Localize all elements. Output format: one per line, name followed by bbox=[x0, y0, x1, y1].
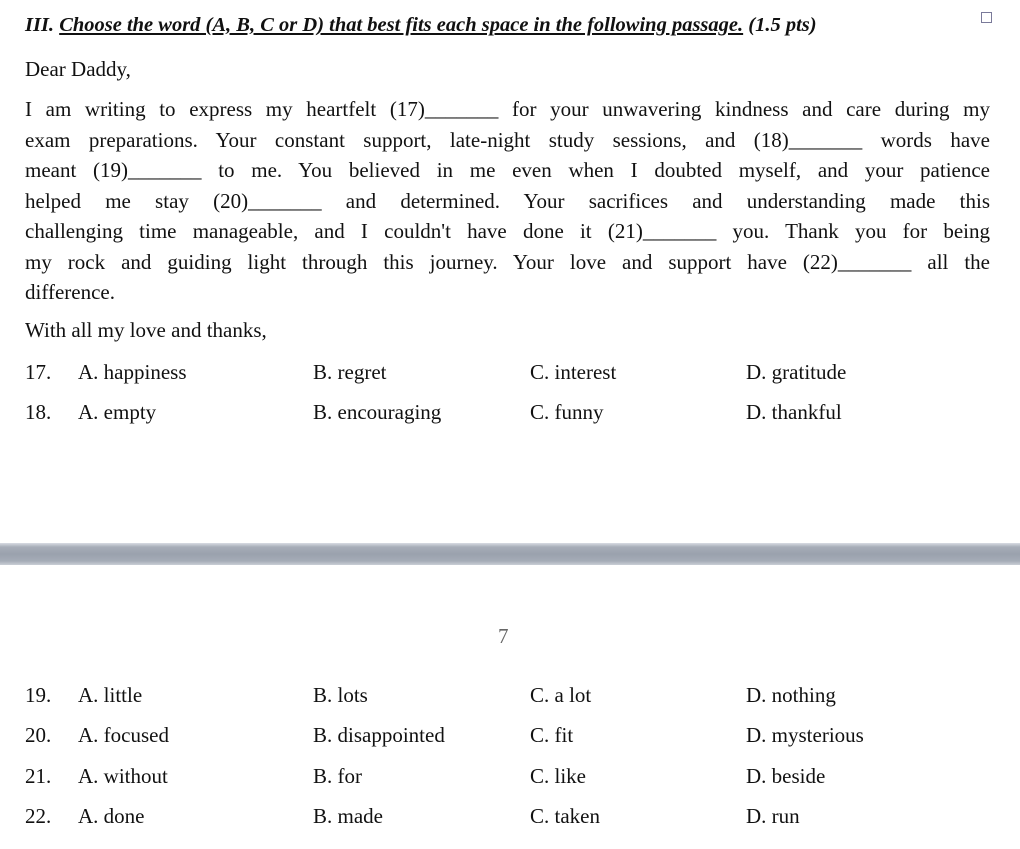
option-d: D. beside bbox=[746, 764, 826, 788]
corner-box-icon bbox=[981, 12, 992, 23]
option-b: B. made bbox=[313, 804, 383, 828]
page-number: 7 bbox=[498, 624, 509, 648]
passage-line: I am writing to express my heartfelt (17)_______ for your unwavering kindness and care during my bbox=[25, 97, 990, 121]
option-d: D. run bbox=[746, 804, 800, 828]
section-instruction: Choose the word (A, B, C or D) that best fits each space in the following passage. bbox=[59, 14, 744, 36]
question-number: 21. bbox=[25, 764, 52, 788]
page-divider bbox=[0, 543, 1020, 565]
passage-line: difference. bbox=[25, 280, 115, 304]
option-a: A. happiness bbox=[78, 360, 187, 384]
option-c: C. interest bbox=[530, 360, 617, 384]
option-c: C. like bbox=[530, 764, 586, 788]
option-b: B. regret bbox=[313, 360, 387, 384]
question-row bbox=[0, 764, 1020, 792]
option-a: A. without bbox=[78, 764, 168, 788]
letter-closing: With all my love and thanks, bbox=[25, 318, 267, 342]
option-d: D. thankful bbox=[746, 400, 842, 424]
option-c: C. fit bbox=[530, 723, 574, 747]
passage-line: helped me stay (20)_______ and determined. Your sacrifices and understanding made this bbox=[25, 189, 990, 213]
passage-line: challenging time manageable, and I couldn't have done it (21)_______ you. Thank you for being bbox=[25, 219, 990, 243]
question-row bbox=[0, 723, 1020, 751]
question-row bbox=[0, 804, 1020, 832]
question-number: 19. bbox=[25, 683, 52, 707]
question-number: 20. bbox=[25, 723, 52, 747]
option-d: D. gratitude bbox=[746, 360, 847, 384]
question-row bbox=[0, 683, 1020, 711]
section-prefix: III. bbox=[25, 14, 55, 36]
option-b: B. for bbox=[313, 764, 362, 788]
option-a: A. empty bbox=[78, 400, 157, 424]
question-number: 17. bbox=[25, 360, 52, 384]
question-row bbox=[0, 400, 1020, 428]
option-a: A. focused bbox=[78, 723, 169, 747]
option-c: C. funny bbox=[530, 400, 604, 424]
option-c: C. taken bbox=[530, 804, 600, 828]
option-a: A. done bbox=[78, 804, 145, 828]
option-d: D. mysterious bbox=[746, 723, 864, 747]
question-number: 22. bbox=[25, 804, 52, 828]
option-b: B. lots bbox=[313, 683, 368, 707]
option-c: C. a lot bbox=[530, 683, 592, 707]
section-heading bbox=[25, 14, 817, 37]
passage-line: my rock and guiding light through this journey. Your love and support have (22)_______ all the bbox=[25, 250, 990, 274]
passage-line: exam preparations. Your constant support, late-night study sessions, and (18)_______ words have bbox=[25, 128, 990, 152]
option-a: A. little bbox=[78, 683, 143, 707]
question-row bbox=[0, 360, 1020, 388]
letter-greeting: Dear Daddy, bbox=[25, 57, 131, 81]
option-d: D. nothing bbox=[746, 683, 836, 707]
option-b: B. disappointed bbox=[313, 723, 445, 747]
section-points: (1.5 pts) bbox=[748, 14, 817, 36]
passage-line: meant (19)_______ to me. You believed in me even when I doubted myself, and your patience bbox=[25, 158, 990, 182]
option-b: B. encouraging bbox=[313, 400, 442, 424]
question-number: 18. bbox=[25, 400, 52, 424]
